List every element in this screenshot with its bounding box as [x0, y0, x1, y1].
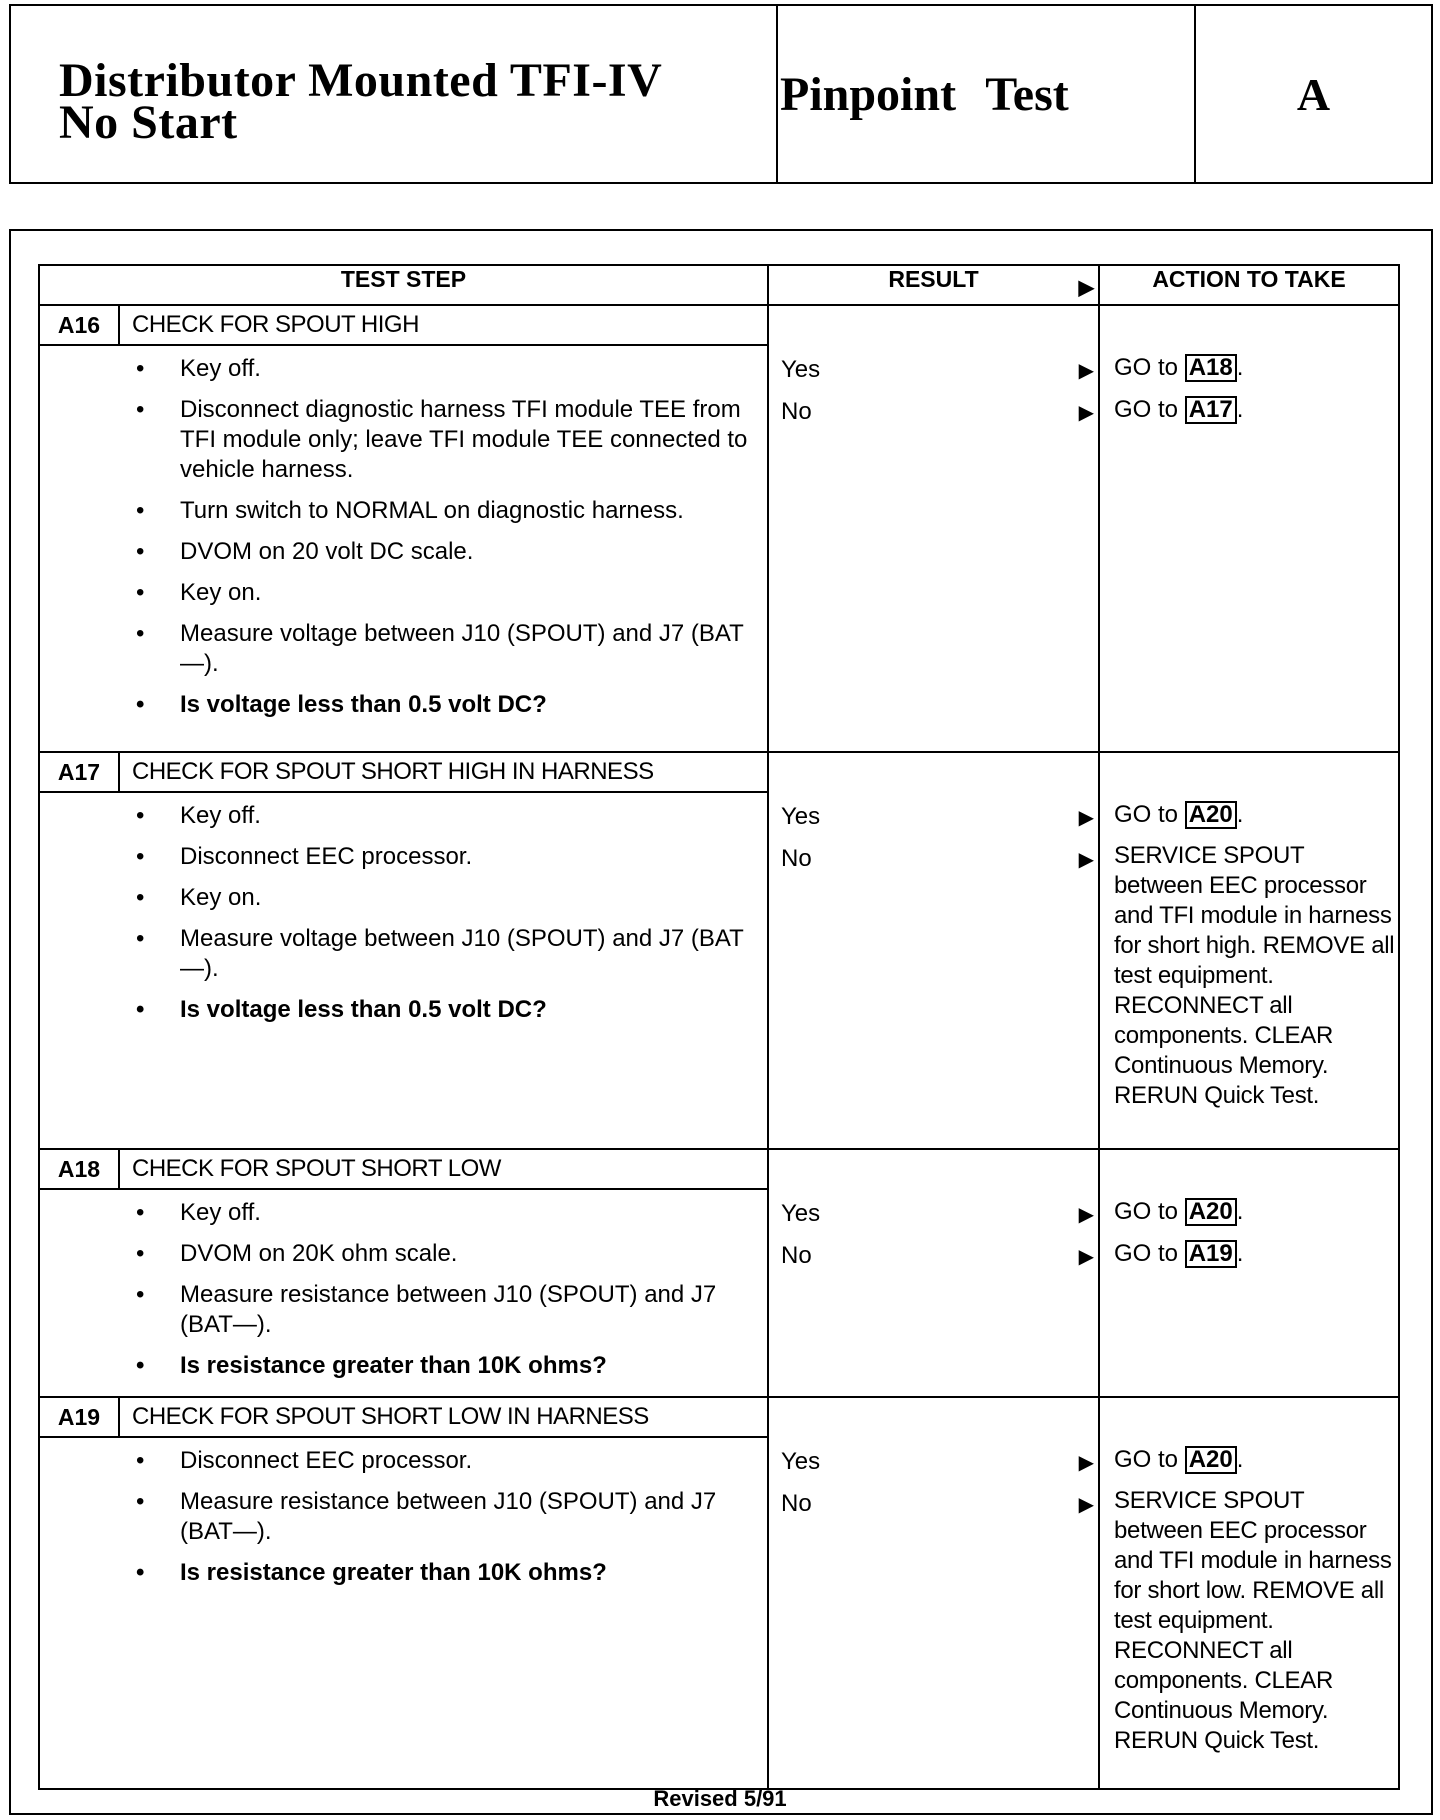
step-id: A16 [40, 306, 120, 344]
step-id: A17 [40, 753, 120, 791]
instruction-item: • Key off. [40, 1198, 767, 1228]
result-yes: Yes [781, 1448, 821, 1475]
step-title: CHECK FOR SPOUT SHORT LOW [132, 1155, 501, 1182]
arrow-right-icon: ▶ [1078, 402, 1094, 424]
step-header [40, 1398, 767, 1438]
step-instructions [40, 346, 767, 735]
test-letter: A [1296, 68, 1331, 120]
instruction-item: • Disconnect EEC processor. [40, 842, 767, 872]
step-reference-a20[interactable]: A20 [1185, 801, 1237, 829]
result-yes: Yes [781, 1200, 821, 1227]
go-to-label: GO to [1114, 396, 1179, 423]
arrow-right-icon: ▶ [1078, 1494, 1094, 1516]
action-no-service: SERVICE SPOUT between EEC processor and TFI module in harness for short low. REMOVE all test equipment. RECONNECT all components. CLEAR Continuous Memory. RERUN Quick Test. [1114, 1487, 1392, 1754]
test-step-row [39, 752, 1399, 1149]
test-step-cell [39, 1149, 768, 1397]
column-header-test-step: TEST STEP [39, 265, 768, 305]
step-header [40, 306, 767, 346]
title-line-2: No Start [59, 96, 238, 149]
result-cell [768, 1149, 1099, 1397]
arrow-right-icon: ▶ [1078, 1246, 1094, 1268]
action-cell [1099, 305, 1399, 752]
step-question: • Is voltage less than 0.5 volt DC? [40, 690, 767, 720]
result-cell [768, 305, 1099, 752]
action-yes: GO to A20 . [1114, 1446, 1244, 1473]
action-cell [1099, 1149, 1399, 1397]
step-title: CHECK FOR SPOUT SHORT LOW IN HARNESS [132, 1403, 649, 1430]
arrow-right-icon: ▶ [1078, 849, 1094, 871]
go-to-label: GO to [1114, 1240, 1179, 1267]
test-step-cell [39, 305, 768, 752]
header-box [9, 4, 1433, 184]
instruction-item: • Measure voltage between J10 (SPOUT) and J7 (BAT—). [40, 924, 767, 984]
arrow-right-icon: ▶ [1078, 1204, 1094, 1226]
pinpoint-test-table [38, 264, 1400, 1790]
instruction-item: • Measure resistance between J10 (SPOUT) and J7 (BAT—). [40, 1487, 767, 1547]
result-yes: Yes [781, 803, 821, 830]
result-cell [768, 752, 1099, 1149]
step-reference-a20[interactable]: A20 [1185, 1446, 1237, 1474]
instruction-item: • Key on. [40, 578, 767, 608]
step-reference-a19[interactable]: A19 [1185, 1240, 1237, 1268]
arrow-right-icon: ▶ [1078, 360, 1094, 382]
column-header-result-label: RESULT [888, 266, 979, 292]
test-step-row [39, 1397, 1399, 1789]
result-no: No [781, 1490, 812, 1517]
step-title: CHECK FOR SPOUT HIGH [132, 311, 419, 338]
result-no: No [781, 845, 812, 872]
step-question: • Is resistance greater than 10K ohms? [40, 1558, 767, 1588]
instruction-item: • Measure voltage between J10 (SPOUT) and J7 (BAT—). [40, 619, 767, 679]
result-cell [768, 1397, 1099, 1789]
go-to-label: GO to [1114, 354, 1179, 381]
step-instructions [40, 793, 767, 1040]
step-id: A18 [40, 1150, 120, 1188]
instruction-item: • Key off. [40, 801, 767, 831]
action-no: GO to A19 . [1114, 1240, 1244, 1267]
action-cell [1099, 752, 1399, 1149]
section-label: Pinpoint Test [778, 6, 1196, 182]
step-header [40, 753, 767, 793]
column-header-result [768, 265, 1099, 305]
test-step-row [39, 1149, 1399, 1397]
step-reference-a17[interactable]: A17 [1185, 396, 1237, 424]
instruction-item: • DVOM on 20 volt DC scale. [40, 537, 767, 567]
instruction-item: • DVOM on 20K ohm scale. [40, 1239, 767, 1269]
test-step-cell [39, 752, 768, 1149]
title-line-1: Distributor Mounted TFI-IV [59, 54, 663, 107]
column-header-action: ACTION TO TAKE [1099, 265, 1399, 305]
arrow-right-icon: ▶ [1078, 277, 1094, 299]
instruction-item: • Key on. [40, 883, 767, 913]
result-yes: Yes [781, 356, 821, 383]
go-to-label: GO to [1114, 1198, 1179, 1225]
document-title [11, 6, 778, 182]
action-yes: GO to A20 . [1114, 1198, 1244, 1225]
step-question: • Is voltage less than 0.5 volt DC? [40, 995, 767, 1025]
instruction-item: • Measure resistance between J10 (SPOUT) and J7 (BAT—). [40, 1280, 767, 1340]
step-instructions [40, 1438, 767, 1603]
instruction-item: • Turn switch to NORMAL on diagnostic harness. [40, 496, 767, 526]
arrow-right-icon: ▶ [1078, 1452, 1094, 1474]
result-no: No [781, 1242, 812, 1269]
step-reference-a20[interactable]: A20 [1185, 1198, 1237, 1226]
step-reference-a18[interactable]: A18 [1185, 354, 1237, 382]
action-no-service: SERVICE SPOUT between EEC processor and TFI module in harness for short high. REMOVE all test equipment. RECONNECT all components. CLEAR Continuous Memory. RERUN Quick Test. [1114, 842, 1395, 1109]
test-step-row [39, 305, 1399, 752]
test-step-cell [39, 1397, 768, 1789]
go-to-label: GO to [1114, 801, 1179, 828]
revision-note: Revised 5/91 [653, 1786, 787, 1811]
arrow-right-icon: ▶ [1078, 807, 1094, 829]
step-title: CHECK FOR SPOUT SHORT HIGH IN HARNESS [132, 758, 654, 785]
action-yes: GO to A18 . [1114, 354, 1244, 381]
instruction-item: • Disconnect diagnostic harness TFI module TEE from TFI module only; leave TFI module TEE connected to vehicle harness. [40, 395, 767, 485]
step-id: A19 [40, 1398, 120, 1436]
action-cell [1099, 1397, 1399, 1789]
step-question: • Is resistance greater than 10K ohms? [40, 1351, 767, 1381]
action-no: GO to A17 . [1114, 396, 1244, 423]
go-to-label: GO to [1114, 1446, 1179, 1473]
instruction-item: • Disconnect EEC processor. [40, 1446, 767, 1476]
instruction-item: • Key off. [40, 354, 767, 384]
result-no: No [781, 398, 812, 425]
step-instructions [40, 1190, 767, 1396]
step-header [40, 1150, 767, 1190]
action-yes: GO to A20 . [1114, 801, 1244, 828]
